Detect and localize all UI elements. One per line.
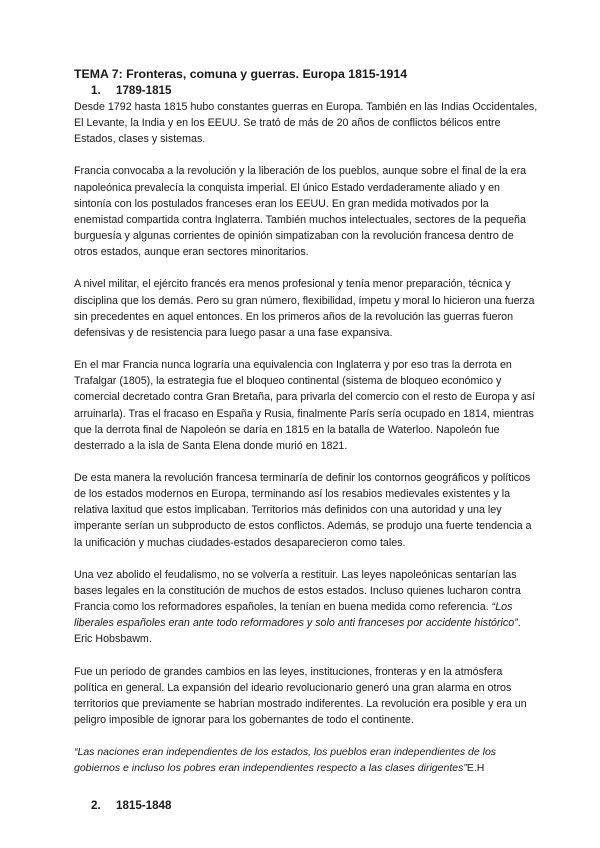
hobsbawm-quote: “Los liberales españoles eran ante todo reformadores y solo anti franceses por accidente histórico” bbox=[74, 601, 518, 630]
section-heading-1 bbox=[74, 83, 538, 99]
paragraph-7: Fue un periodo de grandes cambios en las leyes, instituciones, fronteras y en la atmósfera política en general. La expansión del ideario revolucionario generó una gran alarma en otros territorios que previamente se habrían mostrado indiferentes. La revolución era posible y era un peligro imposible de ignorar para los gobernantes de todo el continente. bbox=[74, 665, 527, 726]
closing-quote bbox=[74, 744, 538, 776]
paragraph-6 bbox=[74, 567, 538, 648]
section-number: 2. bbox=[91, 799, 101, 813]
paragraph-1: Desde 1792 hasta 1815 hubo constantes guerras en Europa. También en las Indias Occidentales, El Levante, la India y en los EEUU. Se trató de más de 20 años de conflictos bélicos entre Estados, clases y sistemas. bbox=[74, 101, 538, 146]
section-number: 1. bbox=[91, 84, 101, 97]
hobsbawm-attribution: . Eric Hobsbawm. bbox=[74, 617, 521, 646]
closing-quote-text: “Las naciones eran independientes de los estados, los pueblos eran independientes de los gobiernos e incluso los pobres eran independientes respecto a las clases dirigentes” bbox=[74, 746, 497, 775]
paragraph-3: A nivel militar, el ejército francés era menos profesional y tenía menor preparación, técnica y disciplina que los demás. Pero su gran número, flexibilidad, ímpetu y moral lo hicieron una fuerza sin precedentes en aquel entonces. En los primeros años de la revolución las guerras fueron defensivas y de resistencia para luego pasar a una fase expansiva. bbox=[74, 278, 535, 339]
section-title: 1815-1848 bbox=[116, 799, 172, 813]
section-title: 1789-1815 bbox=[116, 84, 172, 97]
paragraph-2: Francia convocaba a la revolución y la liberación de los pueblos, aunque sobre el final de la era napoleónica prevalecía la conquista imperial. El único Estado verdaderamente aliado y en sintonía con los postulados franceses eran los EEUU. En gran medida motivados por la enemistad compartida contra Inglaterra. También muchos intelectuales, sectores de la pequeña burguesía y algunas corrientes de opinión simpatizaban con la revolución francesa dentro de otros estados, aunque eran sectores minoritarios. bbox=[74, 165, 527, 259]
paragraph-5: De esta manera la revolución francesa terminaría de definir los contornos geográficos y políticos de los estados modernos en Europa, terminando así los resabios medievales existentes y la relativa laxitud que estos implicaban. Territorios más definidos con una autoridad y una ley imperante serían un subproducto de estos conflictos. Además, se produjo una fuerte tendencia a la unificación y muchas ciudades-estados desaparecieron como tales. bbox=[74, 471, 532, 549]
document-title: TEMA 7: Fronteras, comuna y guerras. Europa 1815-1914 bbox=[74, 67, 408, 81]
section-heading-2 bbox=[74, 798, 538, 814]
paragraph-4: En el mar Francia nunca lograría una equivalencia con Inglaterra y por eso tras la derrota en Trafalgar (1805), la estrategia fue el bloqueo continental (sistema de bloqueo económico y comercial decretado contra Gran Bretaña, para privarla del comercio con el resto de Europa y así arruinarla). Tras el fracaso en España y Rusia, finalmente París sería ocupado en 1814, mientras que la derrota final de Napoleón se daría en 1815 en la batalla de Waterloo. Napoleón fue desterrado a la isla de Santa Elena donde murió en 1821. bbox=[74, 359, 535, 452]
closing-quote-author: E.H bbox=[466, 762, 485, 775]
paragraph-6-text: Una vez abolido el feudalismo, no se volvería a restituir. Las leyes napoleónicas sentarían las bases legales en la constitución de muchos de estos estados. Incluso quienes lucharon contra Francia como los reformadores españoles, la tenían en buena medida como referencia. bbox=[74, 568, 521, 614]
